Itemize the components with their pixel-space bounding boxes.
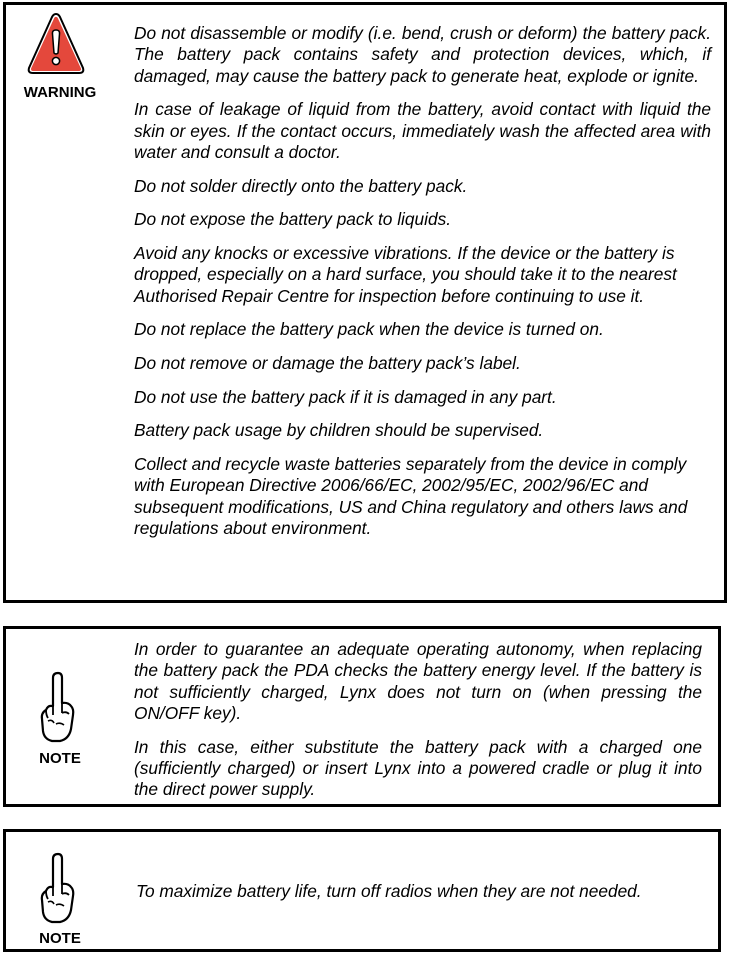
note-box [3, 626, 721, 807]
warning-label: WARNING [23, 84, 97, 101]
note-text [134, 639, 702, 813]
warning-paragraph: Do not disassemble or modify (i.e. bend, crush or deform) the battery pack. The battery pack contains safety and protection devices, which, if damaged, may cause the battery pack to generate heat, explode or ignite. [134, 23, 711, 86]
warning-paragraph: Battery pack usage by children should be supervised. [134, 420, 544, 441]
note-label: NOTE [39, 750, 81, 767]
note-paragraph: In this case, either substitute the battery pack with a charged one (sufficiently charged) or insert Lynx into a powered cradle or plug it into the direct power supply. [134, 736, 702, 800]
warning-text [134, 23, 711, 552]
warning-paragraph: Do not remove or damage the battery pack’s label. [134, 352, 521, 373]
pointing-hand-icon [38, 669, 78, 745]
warning-paragraph: Do not solder directly onto the battery pack. [134, 175, 468, 196]
warning-box [3, 2, 727, 603]
warning-paragraph: Do not use the battery pack if it is damaged in any part. [134, 386, 557, 407]
note-paragraph: In order to guarantee an adequate operating autonomy, when replacing the battery pack the PDA checks the battery energy level. If the battery is not sufficiently charged, Lynx does not turn on (when pressing the ON/OFF key). [134, 639, 702, 723]
warning-paragraph: Avoid any knocks or excessive vibrations. If the device or the battery is dropped, especially on a hard surface, you should take it to the nearest Authorised Repair Centre for inspection before continuing to use it. [134, 242, 677, 306]
warning-paragraph: Do not replace the battery pack when the device is turned on. [134, 319, 604, 340]
warning-triangle-icon [25, 10, 87, 80]
pointing-hand-icon [38, 850, 78, 926]
note-box [3, 829, 721, 952]
warning-paragraph: Collect and recycle waste batteries separately from the device in comply with European Directive 2006/66/EC, 2002/95/EC, 2002/96/EC and subsequent modifications, US and China regulatory and others laws and regulations about environment. [134, 453, 688, 538]
warning-paragraph: Do not expose the battery pack to liquids. [134, 209, 452, 230]
warning-paragraph: In case of leakage of liquid from the battery, avoid contact with liquid the skin or eyes. If the contact occurs, immediately wash the affected area with water and consult a doctor. [134, 99, 711, 162]
note-text: To maximize battery life, turn off radios when they are not needed. [136, 881, 642, 901]
note-label: NOTE [39, 930, 81, 947]
